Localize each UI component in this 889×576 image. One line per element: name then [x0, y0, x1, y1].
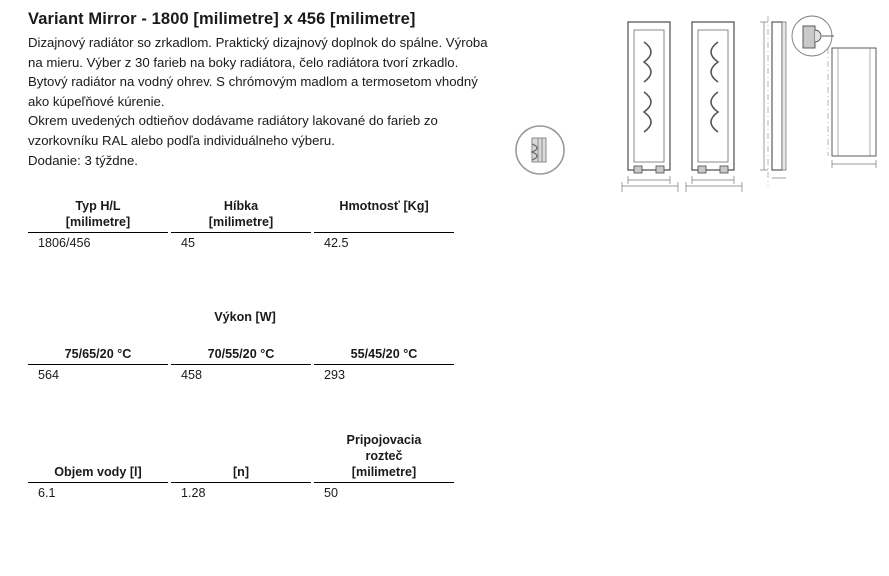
spec-header-connection-line3: [milimetre] — [351, 465, 417, 479]
spec-header-n: [n] — [232, 465, 250, 479]
spec-header-connection-line1: Pripojovacia — [346, 433, 422, 447]
brand-mark-icon — [514, 124, 566, 176]
spec-table-water — [28, 432, 458, 512]
spec-value-power-55-45-20: 293 — [314, 364, 454, 384]
spec-header-power-70-55-20: 70/55/20 °C — [207, 347, 275, 361]
page-title: Variant Mirror - 1800 [milimetre] x 456 [milimetre] — [28, 10, 416, 28]
description-paragraph-2: Okrem uvedených odtieňov dodávame radiátory lakované do farieb zo vzorkovníku RAL alebo podľa individuálneho výberu. — [28, 113, 438, 148]
spec-value-power-70-55-20: 458 — [171, 364, 311, 384]
radiator-connection-detail-drawing — [792, 16, 876, 168]
radiator-side-view-drawing — [760, 16, 786, 186]
spec-value-connection-spacing: 50 — [314, 482, 454, 502]
description-paragraph-3: Dodanie: 3 týždne. — [28, 152, 138, 168]
spec-column-power-75-65-20 — [28, 346, 168, 384]
spec-column-water-volume — [28, 432, 168, 502]
technical-drawings-group — [600, 8, 885, 208]
spec-table-power — [28, 310, 458, 390]
radiator-front-view-drawing — [622, 22, 678, 192]
spec-value-power-75-65-20: 564 — [28, 364, 168, 384]
spec-value-type: 1806/456 — [28, 232, 168, 252]
spec-value-n: 1.28 — [171, 482, 311, 502]
spec-header-type-line1: Typ H/L — [75, 199, 121, 213]
spec-column-connection-spacing — [314, 432, 454, 502]
spec-value-water-volume: 6.1 — [28, 482, 168, 502]
spec-header-water-volume: Objem vody [l] — [54, 465, 142, 479]
spec-header-power-55-45-20: 55/45/20 °C — [350, 347, 418, 361]
spec-header-connection-line2: rozteč — [365, 449, 403, 463]
spec-column-n — [171, 432, 311, 502]
spec-header-power-75-65-20: 75/65/20 °C — [64, 347, 132, 361]
spec-column-type — [28, 198, 168, 252]
spec-value-weight: 42.5 — [314, 232, 454, 252]
spec-header-type-line2: [milimetre] — [65, 215, 131, 229]
spec-group-label-power: Výkon [W] — [214, 310, 276, 324]
product-description — [28, 33, 498, 170]
spec-table-dimensions — [28, 198, 457, 252]
spec-header-weight-line1: Hmotnosť [Kg] — [339, 199, 429, 213]
description-paragraph-1: Dizajnový radiátor so zrkadlom. Praktický dizajnový doplnok do spálne. Výroba na mieru. Výber z 30 farieb na boky radiátora, čelo radiátora tvorí zrkadlo. Bytový radiátor na vodný ohrev. S chrómovým madlom a termosetom vhodný ako kúpeľňové kúrenie. — [28, 35, 488, 109]
radiator-front-view-mirrored-drawing — [686, 22, 742, 192]
spec-value-depth: 45 — [171, 232, 311, 252]
spec-header-depth-line1: Híbka — [223, 199, 259, 213]
spec-column-depth — [171, 198, 311, 252]
spec-column-power-55-45-20 — [314, 346, 454, 384]
spec-header-depth-line2: [milimetre] — [208, 215, 274, 229]
spec-column-weight — [314, 198, 454, 252]
product-info-column — [28, 10, 508, 170]
spec-column-power-70-55-20 — [171, 346, 311, 384]
